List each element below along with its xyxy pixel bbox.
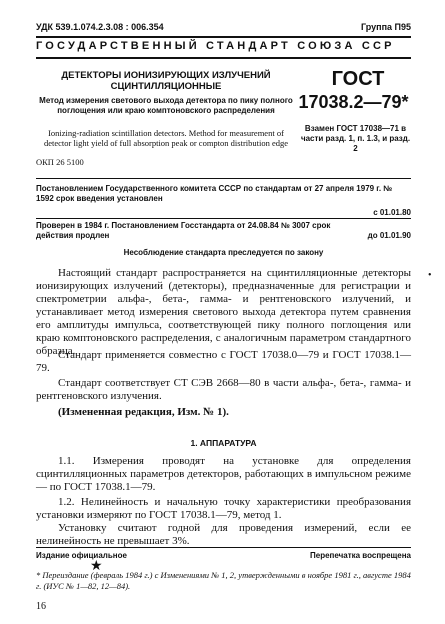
subtitle-russian: Метод измерения светового выхода детектора по пику полного поглощения или краю комптоновского распределения [39, 96, 293, 115]
replaces-note: Взамен ГОСТ 17038—71 в части разд. 1, п. 1.3, и разд. 2 [300, 124, 411, 153]
reprint-prohibited: Перепечатка воспрещена [310, 551, 411, 560]
top-rule [36, 36, 411, 38]
paragraph-applies: Стандарт применяется совместно с ГОСТ 17038.0—79 и ГОСТ 17038.1—79. [36, 349, 411, 374]
title-russian: ДЕТЕКТОРЫ ИОНИЗИРУЮЩИХ ИЗЛУЧЕНИЙ СЦИНТИЛЛЯЦИОННЫЕ [61, 70, 271, 92]
paragraph-1-1: 1.1. Измерения проводят на установке для определения сцинтилляционных параметров детекторов, работающих в импульсном режиме — по ГОСТ 17038.1—79. [36, 455, 411, 493]
band-rule [36, 57, 411, 59]
footnote: * Переиздание (февраль 1984 г.) с Изменениями № 1, 2, утвержденными в ноябре 1981 г., августе 1984 г. (ИУС № 1—82, 12—84). [36, 570, 411, 591]
footer-rule [36, 547, 411, 548]
star-icon: ★ [90, 559, 103, 574]
checked-text: Проверен в 1984 г. Постановлением Госстандарта от 24.08.84 № 3007 срок действия продлен [36, 221, 331, 240]
group-code: Группа П95 [360, 22, 411, 32]
paragraph-1-2: 1.2. Нелинейность и начальную точку характеристики преобразования установки измеряют по ГОСТ 17038.1—79, метод 1. [36, 496, 411, 521]
gost-number: 17038.2—79* [298, 92, 409, 112]
decree-rule [36, 178, 411, 179]
paragraph-amendment: (Измененная редакция, Изм. № 1). [58, 406, 229, 418]
decree-text: Постановлением Государственного комитета СССР по стандартам от 27 апреля 1979 г. № 1592 срок введения установлен [36, 184, 393, 203]
official-edition: Издание официальное [36, 551, 127, 560]
paragraph-scope: Настоящий стандарт распространяется на сцинтилляционные детекторы ионизирующих излучений (детекторы), предназначенные для регистрации и спектрометрии альфа-, бета-, гамма- и рентгеновского излучений, и устанавливает метод измерения светового выхода детектора путем сравнения его амплитуды импульса, соответствующей пику полного поглощения или краю комптоновского распределения, с аналогичным параметром стандартного образца. [36, 267, 411, 357]
checked-rule [36, 218, 411, 219]
paragraph-conforms: Стандарт соответствует СТ СЭВ 2668—80 в части альфа-, бета-, гамма- и рентгеновского излучения. [36, 377, 411, 402]
violation-notice: Несоблюдение стандарта преследуется по закону [123, 248, 324, 257]
okp-code: ОКП 26 5100 [36, 157, 84, 167]
paragraph-suitability: Установку считают годной для проведения измерений, если ее нелинейность не превышает 3%. [36, 522, 411, 547]
section-heading: 1. АППАРАТУРА [190, 438, 257, 448]
date-to: до 01.01.90 [367, 231, 411, 240]
state-standard-band: ГОСУДАРСТВЕННЫЙ СТАНДАРТ СОЮЗА ССР [36, 40, 395, 52]
udc-code: УДК 539.1.074.2.3.08 : 006.354 [36, 22, 164, 32]
title-english: Ionizing-radiation scintillation detectors. Method for measurement of detector light yield of full absorption peak or compton distribution edge [43, 128, 289, 148]
page-number: 16 [36, 601, 46, 612]
date-from: с 01.01.80 [373, 208, 411, 217]
gost-label: ГОСТ [331, 68, 385, 90]
margin-mark: • [428, 270, 432, 281]
